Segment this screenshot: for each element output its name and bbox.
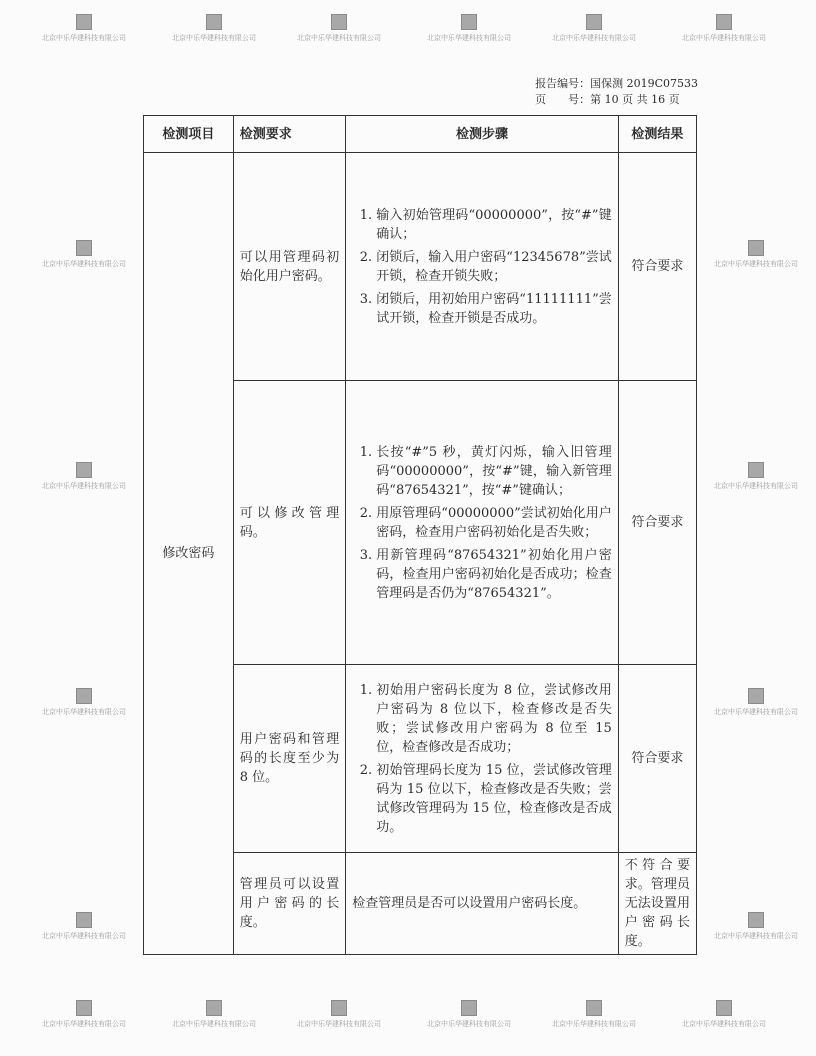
report-no-label: 报告编号： <box>535 77 591 90</box>
watermark-logo-icon <box>461 14 477 30</box>
step: 3. 用新管理码“87654321”初始化用户密码，检查用户密码初始化是否成功；检查管理码是否仍为“87654321”。 <box>376 546 611 603</box>
step: 2. 用原管理码“00000000”尝试初始化用户密码，检查用户密码初始化是否失败； <box>376 504 611 542</box>
watermark <box>540 1000 648 1029</box>
test-table <box>143 115 697 955</box>
watermark <box>670 14 778 43</box>
watermark <box>160 14 268 43</box>
watermark-logo-icon <box>76 912 92 928</box>
watermark <box>285 14 393 43</box>
watermark-logo-icon <box>76 1000 92 1016</box>
watermark <box>702 240 810 269</box>
watermark <box>415 14 523 43</box>
watermark <box>670 1000 778 1029</box>
page-label: 页 号： <box>535 93 591 106</box>
watermark-text: 北京中乐华建科技有限公司 <box>714 932 798 940</box>
watermark-text: 北京中乐华建科技有限公司 <box>297 34 381 42</box>
test-item: 修改密码 <box>144 153 234 955</box>
report-no: 国保测 2019C07533 <box>590 77 698 90</box>
watermark <box>702 462 810 491</box>
watermark <box>415 1000 523 1029</box>
watermark-logo-icon <box>331 1000 347 1016</box>
table-header <box>144 116 697 153</box>
watermark-logo-icon <box>586 1000 602 1016</box>
watermark-logo-icon <box>76 240 92 256</box>
steps <box>346 381 618 665</box>
step: 1. 长按“#”5 秒，黄灯闪烁，输入旧管理码“00000000”，按“#”键，输入新管理码“87654321”，按“#”键确认； <box>376 443 611 500</box>
watermark-logo-icon <box>206 1000 222 1016</box>
watermark <box>160 1000 268 1029</box>
watermark-text: 北京中乐华建科技有限公司 <box>714 708 798 716</box>
watermark <box>30 688 138 717</box>
col-result: 检测结果 <box>618 116 696 153</box>
watermark-logo-icon <box>716 1000 732 1016</box>
watermark-text: 北京中乐华建科技有限公司 <box>42 260 126 268</box>
step: 2. 闭锁后，输入用户密码“12345678”尝试开锁，检查开锁失败； <box>376 248 611 286</box>
steps <box>346 665 618 853</box>
watermark-text: 北京中乐华建科技有限公司 <box>552 34 636 42</box>
watermark <box>285 1000 393 1029</box>
watermark <box>30 912 138 941</box>
watermark-text: 北京中乐华建科技有限公司 <box>427 1020 511 1028</box>
step: 1. 输入初始管理码“00000000”，按“#”键确认； <box>376 206 611 244</box>
watermark-text: 北京中乐华建科技有限公司 <box>297 1020 381 1028</box>
requirement: 用户密码和管理码的长度至少为 8 位。 <box>233 665 346 853</box>
watermark <box>702 688 810 717</box>
table-row <box>144 153 697 381</box>
watermark <box>30 1000 138 1029</box>
watermark-text: 北京中乐华建科技有限公司 <box>682 1020 766 1028</box>
watermark-text: 北京中乐华建科技有限公司 <box>682 34 766 42</box>
col-requirement: 检测要求 <box>233 116 346 153</box>
watermark-text: 北京中乐华建科技有限公司 <box>427 34 511 42</box>
watermark <box>702 912 810 941</box>
watermark <box>30 14 138 43</box>
steps <box>346 153 618 381</box>
result: 符合要求 <box>618 153 696 381</box>
watermark-logo-icon <box>586 14 602 30</box>
col-steps: 检测步骤 <box>346 116 618 153</box>
watermark-text: 北京中乐华建科技有限公司 <box>714 482 798 490</box>
requirement: 可以用管理码初始化用户密码。 <box>233 153 346 381</box>
watermark <box>30 240 138 269</box>
watermark-text: 北京中乐华建科技有限公司 <box>42 932 126 940</box>
watermark-text: 北京中乐华建科技有限公司 <box>714 260 798 268</box>
step: 3. 闭锁后，用初始用户密码“11111111”尝试开锁，检查开锁是否成功。 <box>376 290 611 328</box>
watermark <box>540 14 648 43</box>
watermark-logo-icon <box>461 1000 477 1016</box>
watermark-text: 北京中乐华建科技有限公司 <box>42 1020 126 1028</box>
requirement: 可以修改管理码。 <box>233 381 346 665</box>
watermark-logo-icon <box>76 14 92 30</box>
watermark-logo-icon <box>716 14 732 30</box>
watermark-text: 北京中乐华建科技有限公司 <box>42 482 126 490</box>
steps: 检查管理员是否可以设置用户密码长度。 <box>346 853 618 955</box>
requirement: 管理员可以设置用户密码的长度。 <box>233 853 346 955</box>
watermark-text: 北京中乐华建科技有限公司 <box>42 708 126 716</box>
watermark-logo-icon <box>748 688 764 704</box>
result: 符合要求 <box>618 381 696 665</box>
report-header <box>535 76 698 108</box>
page-number: 第 10 页 共 16 页 <box>590 93 680 106</box>
watermark <box>30 462 138 491</box>
watermark-logo-icon <box>331 14 347 30</box>
watermark-logo-icon <box>206 14 222 30</box>
result: 不符合要求。管理员无法设置用户密码长度。 <box>618 853 696 955</box>
result: 符合要求 <box>618 665 696 853</box>
watermark-text: 北京中乐华建科技有限公司 <box>172 1020 256 1028</box>
watermark-logo-icon <box>748 462 764 478</box>
watermark-text: 北京中乐华建科技有限公司 <box>42 34 126 42</box>
watermark-logo-icon <box>76 462 92 478</box>
watermark-text: 北京中乐华建科技有限公司 <box>552 1020 636 1028</box>
watermark-logo-icon <box>748 240 764 256</box>
step: 2. 初始管理码长度为 15 位，尝试修改管理码为 15 位以下，检查修改是否失败；尝试修改管理码为 15 位，检查修改是否成功。 <box>376 761 611 837</box>
watermark-logo-icon <box>76 688 92 704</box>
watermark-logo-icon <box>748 912 764 928</box>
col-item: 检测项目 <box>144 116 234 153</box>
watermark-text: 北京中乐华建科技有限公司 <box>172 34 256 42</box>
step: 1. 初始用户密码长度为 8 位，尝试修改用户密码为 8 位以下，检查修改是否失败；尝试修改用户密码为 8 位至 15 位，检查修改是否成功； <box>376 681 611 757</box>
